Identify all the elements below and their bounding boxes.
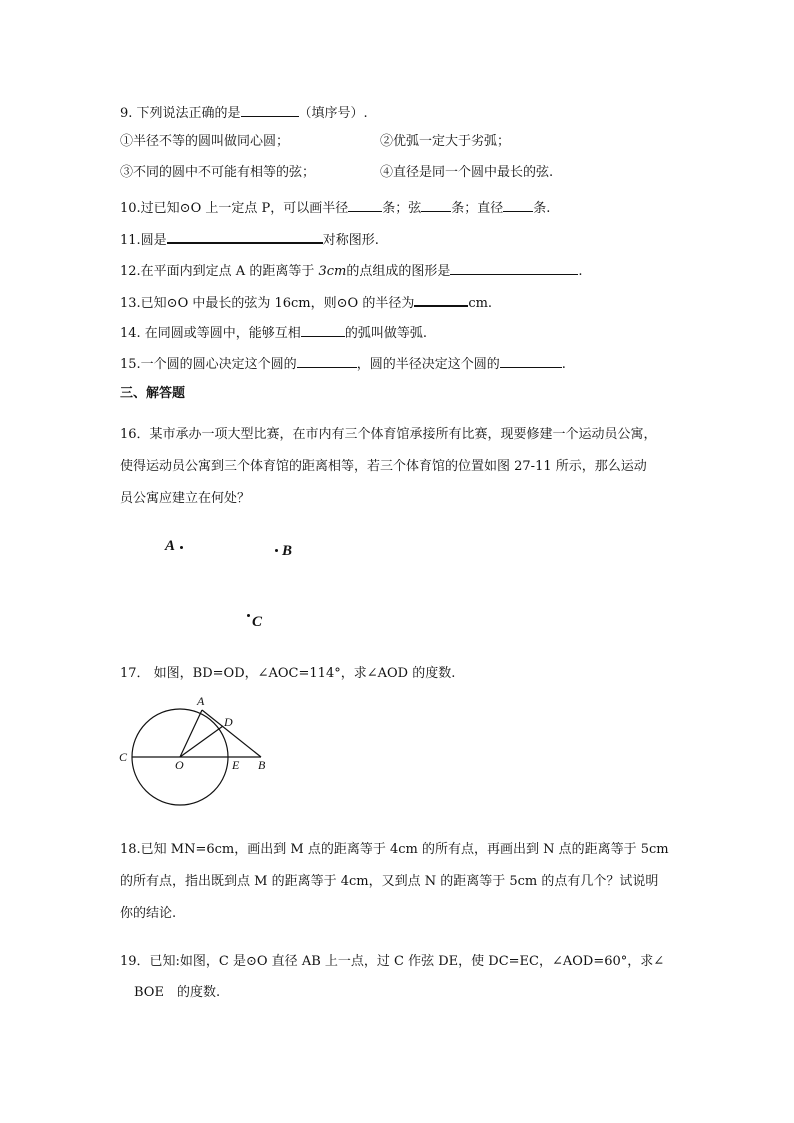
q9-option-3: ③不同的圆中不可能有相等的弦； [120, 165, 316, 180]
q14-stem: 14. 在同圆或等圆中，能够互相 的弧叫做等弧. [120, 326, 427, 341]
label-c: C [119, 750, 128, 764]
label-e: E [232, 758, 240, 772]
segment-od [180, 726, 223, 757]
q13-answer-blank[interactable] [414, 293, 468, 307]
label-b: B [258, 758, 266, 772]
point-a-label: A [165, 538, 176, 554]
q9-stem: 9. 下列说法正确的是 （填序号）. [120, 106, 368, 121]
segment-oa [180, 710, 202, 757]
q16-line-1: 16．某市承办一项大型比赛，在市内有三个体育馆承接所有比赛，现要修建一个运动员公寓， [120, 427, 657, 442]
q15-blank-1[interactable] [297, 355, 357, 368]
q9-option-2: ②优弧一定大于劣弧； [380, 134, 511, 149]
q9-option-4: ④直径是同一个圆中最长的弦. [380, 165, 554, 180]
point-b-label: B [282, 543, 293, 559]
q11-answer-blank[interactable] [167, 230, 323, 244]
point-a-dot [180, 546, 183, 549]
q17-stem: 17． 如图，BD=OD，∠AOC=114°，求∠AOD 的度数. [120, 666, 456, 681]
q18-line-2: 的所有点，指出既到点 M 的距离等于 4cm，又到点 N 的距离等于 5cm 的点有几个？试说明 [120, 874, 659, 889]
point-b-dot [275, 549, 278, 552]
q15-blank-2[interactable] [500, 355, 562, 368]
point-c-dot [247, 614, 250, 617]
q10-stem: 10.过已知⊙O 上一定点 P，可以画半径 条；弦 条；直径 条. [120, 201, 551, 216]
label-o: O [175, 758, 184, 772]
q15-stem: 15.一个圆的圆心决定这个圆的 ，圆的半径决定这个圆的 . [120, 357, 566, 372]
label-a: A [197, 694, 205, 708]
point-c-label: C [252, 614, 263, 630]
q10-diameter-blank[interactable] [503, 199, 533, 212]
section-heading: 三、解答题 [120, 386, 186, 401]
q13-stem: 13.已知⊙O 中最长的弦为 16cm，则⊙O 的半径为 cm. [120, 293, 492, 312]
q10-radius-blank[interactable] [348, 199, 382, 212]
q19-line-2: BOE 的度数. [134, 985, 221, 1000]
q11-stem: 11.圆是 对称图形. [120, 230, 379, 249]
q12-answer-blank[interactable] [450, 262, 578, 275]
q9-answer-blank[interactable] [241, 104, 299, 117]
q16-line-2: 使得运动员公寓到三个体育馆的距离相等，若三个体育馆的位置如图 27-11 所示，那么运动 [120, 459, 647, 474]
q17-figure [110, 690, 280, 815]
q12-stem: 12.在平面内到定点 A 的距离等于 3cm的点组成的图形是 . [120, 264, 583, 279]
q18-line-3: 你的结论. [120, 906, 177, 921]
q14-answer-blank[interactable] [301, 324, 345, 337]
q18-line-1: 18.已知 MN=6cm，画出到 M 点的距离等于 4cm 的所有点，再画出到 N 点的距离等于 5cm [120, 842, 669, 857]
q10-chord-blank[interactable] [421, 199, 451, 212]
label-d: D [224, 715, 233, 729]
q16-line-3: 员公寓应建立在何处？ [120, 491, 251, 506]
q19-line-1: 19．已知:如图，C 是⊙O 直径 AB 上一点，过 C 作弦 DE，使 DC=EC，∠AOD=60°，求∠ [120, 954, 665, 969]
q9-option-1: ①半径不等的圆叫做同心圆； [120, 134, 290, 149]
